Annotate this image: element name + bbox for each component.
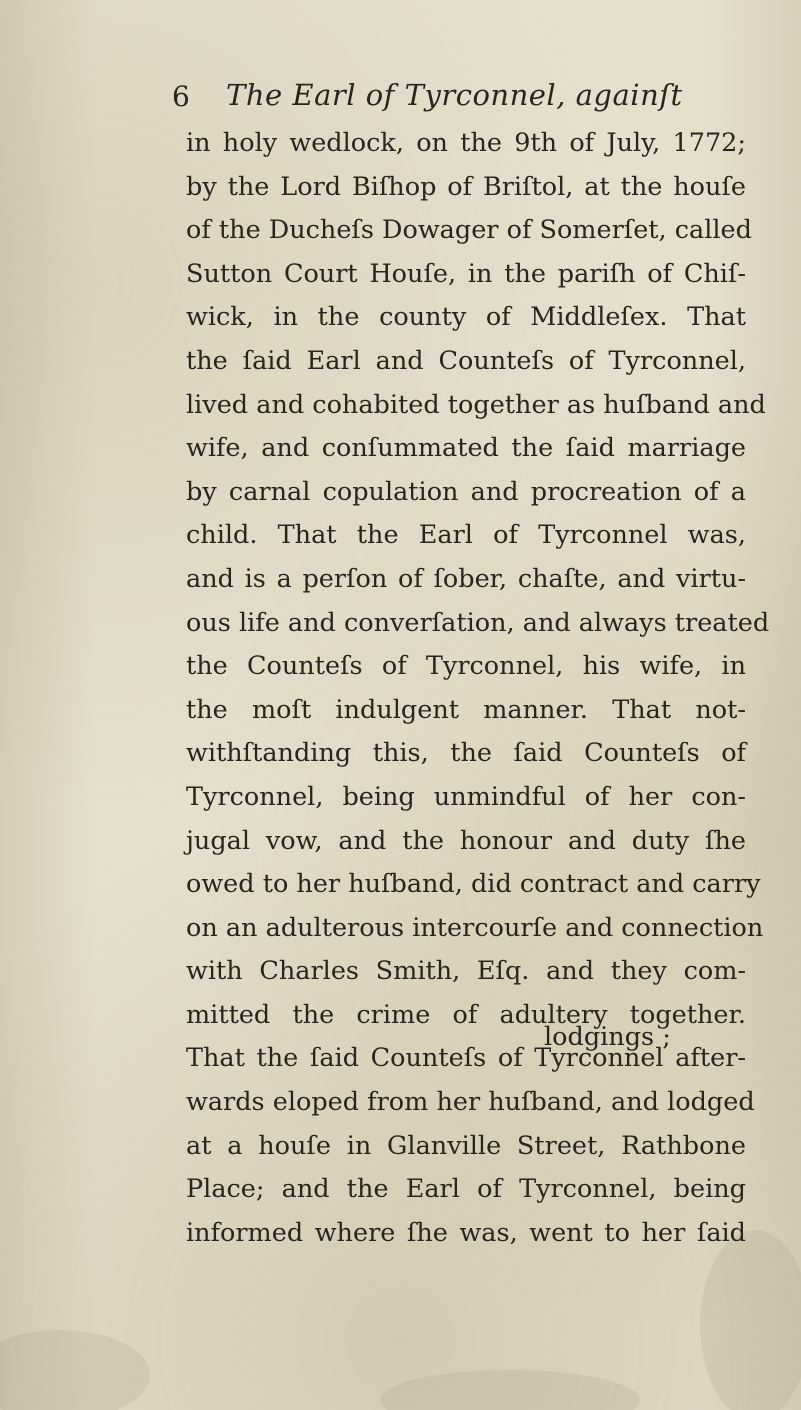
text-line: informed where ſhe was, went to her ſaid — [186, 1217, 746, 1248]
text-line: Place; and the Earl of Tyrconnel, being — [186, 1174, 746, 1205]
text-line: of the Ducheſs Dowager of Somerſet, called — [186, 215, 752, 246]
text-line: lived and cohabited together as huſband and — [186, 389, 766, 420]
text-line: ous life and converſation, and always treated — [186, 607, 770, 638]
text-line: That the ſaid Counteſs of Tyrconnel after- — [186, 1043, 746, 1074]
paper-stain — [380, 1370, 640, 1410]
catchword: lodgings ; — [544, 1022, 671, 1052]
text-line: withſtanding this, the ſaid Counteſs of — [186, 738, 746, 769]
body-text — [186, 122, 770, 1255]
text-line: Tyrconnel, being unmindful of her con- — [186, 781, 746, 812]
text-line: by the Lord Biſhop of Briſtol, at the houſe — [186, 171, 746, 202]
text-line: at a houſe in Glanville Street, Rathbone — [186, 1130, 746, 1161]
text-line: wick, in the county of Middleſex. That — [186, 302, 746, 333]
text-line: owed to her huſband, did contract and carry — [186, 869, 761, 900]
running-head-title: The Earl of Tyrconnel, againſt — [226, 78, 683, 112]
text-line: the Counteſs of Tyrconnel, his wife, in — [186, 651, 746, 682]
text-line: with Charles Smith, Eſq. and they com- — [186, 956, 746, 987]
text-line: on an adulterous intercourſe and connection — [186, 912, 764, 943]
text-line: Sutton Court Houſe, in the pariſh of Chiſ- — [186, 258, 746, 289]
text-line: jugal vow, and the honour and duty ſhe — [186, 825, 746, 856]
text-line: wards eloped from her huſband, and lodged — [186, 1087, 755, 1118]
text-line: child. That the Earl of Tyrconnel was, — [186, 520, 746, 551]
paper-stain — [700, 1230, 801, 1410]
text-line: in holy wedlock, on the 9th of July, 1772; — [186, 128, 746, 158]
text-line: mitted the crime of adultery together. — [186, 999, 746, 1030]
text-line: and is a perſon of ſober, chaſte, and virtu- — [186, 563, 746, 594]
paper-stain — [0, 1330, 150, 1410]
text-line: the ſaid Earl and Counteſs of Tyrconnel, — [186, 345, 746, 376]
page-number: 6 — [172, 80, 191, 113]
running-head — [172, 78, 732, 124]
text-line: wife, and conſummated the ſaid marriage — [186, 433, 746, 464]
text-line: by carnal copulation and procreation of a — [186, 476, 746, 507]
text-line: the moſt indulgent manner. That not- — [186, 694, 746, 725]
